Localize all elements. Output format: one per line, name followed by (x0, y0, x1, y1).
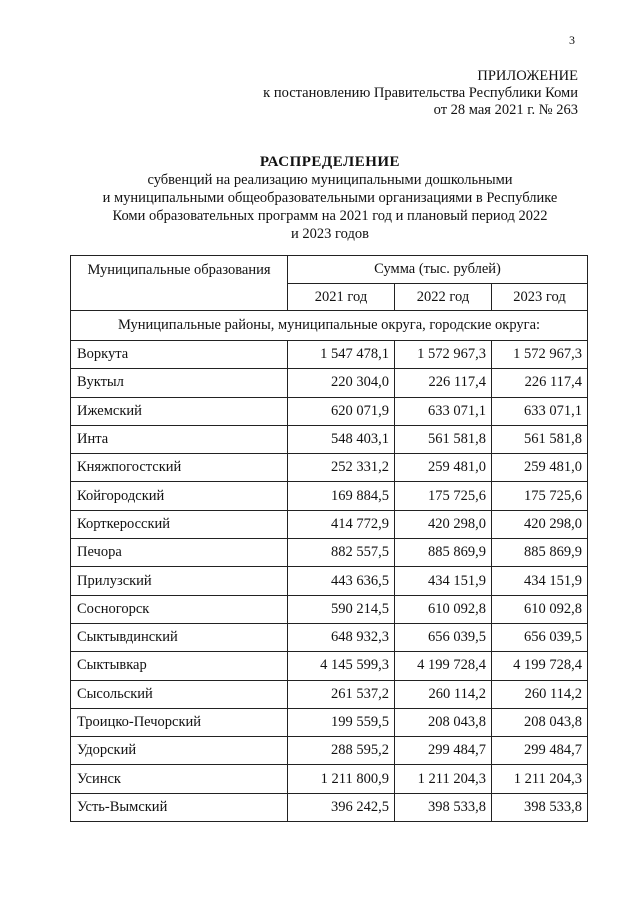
amount-2023: 226 117,4 (492, 369, 588, 397)
distribution-table (70, 255, 588, 822)
table-row (71, 708, 588, 736)
amount-2022: 259 481,0 (395, 454, 492, 482)
table-row (71, 567, 588, 595)
header-sum: Сумма (тыс. рублей) (288, 256, 588, 284)
appendix-date: от 28 мая 2021 г. № 263 (433, 102, 578, 118)
amount-2021: 288 595,2 (288, 737, 395, 765)
municipality-name: Прилузский (71, 567, 288, 595)
amount-2023: 633 071,1 (492, 397, 588, 425)
amount-2021: 1 547 478,1 (288, 341, 395, 369)
amount-2023: 1 572 967,3 (492, 341, 588, 369)
amount-2023: 434 151,9 (492, 567, 588, 595)
table-row (71, 623, 588, 651)
document-subtitle-line: субвенций на реализацию муниципальными дошкольными (147, 172, 513, 188)
amount-2023: 299 484,7 (492, 737, 588, 765)
amount-2021: 4 145 599,3 (288, 652, 395, 680)
table-row (71, 737, 588, 765)
amount-2021: 620 071,9 (288, 397, 395, 425)
amount-2022: 398 533,8 (395, 793, 492, 821)
amount-2022: 656 039,5 (395, 623, 492, 651)
municipality-name: Печора (71, 539, 288, 567)
amount-2023: 4 199 728,4 (492, 652, 588, 680)
amount-2022: 175 725,6 (395, 482, 492, 510)
table-row (71, 539, 588, 567)
municipality-name: Воркута (71, 341, 288, 369)
table-row (71, 482, 588, 510)
amount-2022: 434 151,9 (395, 567, 492, 595)
amount-2021: 548 403,1 (288, 425, 395, 453)
amount-2023: 610 092,8 (492, 595, 588, 623)
amount-2023: 1 211 204,3 (492, 765, 588, 793)
municipality-name: Сыктывкар (71, 652, 288, 680)
document-subtitle-line: Коми образовательных программ на 2021 год и плановый период 2022 (112, 208, 548, 224)
amount-2023: 398 533,8 (492, 793, 588, 821)
table-row (71, 425, 588, 453)
amount-2022: 299 484,7 (395, 737, 492, 765)
amount-2021: 414 772,9 (288, 510, 395, 538)
table-row (71, 397, 588, 425)
amount-2022: 260 114,2 (395, 680, 492, 708)
appendix-label: ПРИЛОЖЕНИЕ (477, 68, 578, 84)
municipality-name: Сосногорск (71, 595, 288, 623)
municipality-name: Корткеросский (71, 510, 288, 538)
table-row (71, 652, 588, 680)
amount-2021: 1 211 800,9 (288, 765, 395, 793)
amount-2021: 220 304,0 (288, 369, 395, 397)
amount-2021: 252 331,2 (288, 454, 395, 482)
table-row (71, 680, 588, 708)
table-row (71, 369, 588, 397)
table-row (71, 765, 588, 793)
amount-2022: 208 043,8 (395, 708, 492, 736)
header-year-2021: 2021 год (288, 284, 395, 311)
document-title: РАСПРЕДЕЛЕНИЕ (259, 154, 401, 170)
amount-2021: 882 557,5 (288, 539, 395, 567)
page-number: 3 (569, 33, 575, 47)
municipality-name: Инта (71, 425, 288, 453)
municipality-name: Сысольский (71, 680, 288, 708)
amount-2023: 259 481,0 (492, 454, 588, 482)
amount-2022: 561 581,8 (395, 425, 492, 453)
header-year-2022: 2022 год (395, 284, 492, 311)
amount-2021: 590 214,5 (288, 595, 395, 623)
amount-2022: 1 211 204,3 (395, 765, 492, 793)
document-heading (30, 153, 630, 243)
amount-2023: 260 114,2 (492, 680, 588, 708)
municipality-name: Койгородский (71, 482, 288, 510)
table-row (71, 510, 588, 538)
amount-2021: 396 242,5 (288, 793, 395, 821)
amount-2022: 4 199 728,4 (395, 652, 492, 680)
municipality-name: Княжпогостский (71, 454, 288, 482)
municipality-name: Троицко-Печорский (71, 708, 288, 736)
amount-2021: 443 636,5 (288, 567, 395, 595)
amount-2022: 610 092,8 (395, 595, 492, 623)
amount-2021: 261 537,2 (288, 680, 395, 708)
amount-2023: 561 581,8 (492, 425, 588, 453)
table-row (71, 595, 588, 623)
amount-2022: 226 117,4 (395, 369, 492, 397)
section-header: Муниципальные районы, муниципальные округа, городские округа: (71, 311, 588, 341)
amount-2023: 208 043,8 (492, 708, 588, 736)
amount-2021: 169 884,5 (288, 482, 395, 510)
amount-2022: 885 869,9 (395, 539, 492, 567)
amount-2023: 175 725,6 (492, 482, 588, 510)
document-subtitle-line: и муниципальными общеобразовательными организациями в Республике (102, 190, 558, 206)
municipality-name: Удорский (71, 737, 288, 765)
municipality-name: Усть-Вымский (71, 793, 288, 821)
document-subtitle-line: и 2023 годов (291, 226, 369, 242)
appendix-resolution: к постановлению Правительства Республики Коми (263, 85, 578, 101)
amount-2023: 420 298,0 (492, 510, 588, 538)
table-row (71, 341, 588, 369)
municipality-name: Сыктывдинский (71, 623, 288, 651)
header-municipality: Муниципальные образования (71, 256, 288, 311)
municipality-name: Ижемский (71, 397, 288, 425)
amount-2022: 420 298,0 (395, 510, 492, 538)
municipality-name: Вуктыл (71, 369, 288, 397)
amount-2022: 1 572 967,3 (395, 341, 492, 369)
appendix-block (263, 68, 578, 119)
amount-2021: 648 932,3 (288, 623, 395, 651)
table-row (71, 454, 588, 482)
amount-2022: 633 071,1 (395, 397, 492, 425)
amount-2023: 885 869,9 (492, 539, 588, 567)
table-row (71, 793, 588, 821)
header-year-2023: 2023 год (492, 284, 588, 311)
amount-2021: 199 559,5 (288, 708, 395, 736)
amount-2023: 656 039,5 (492, 623, 588, 651)
municipality-name: Усинск (71, 765, 288, 793)
